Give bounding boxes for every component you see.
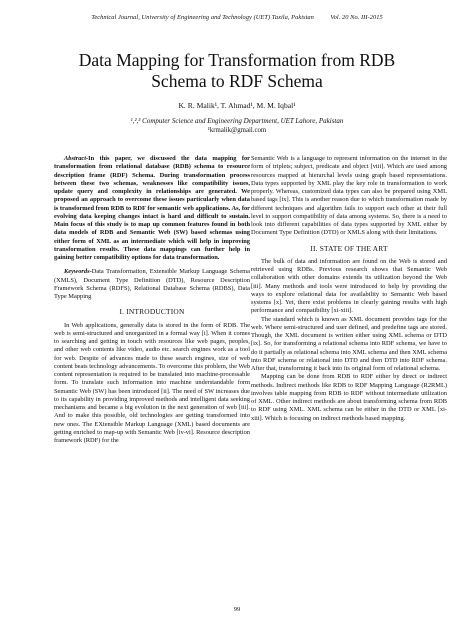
intro-continued-paragraph: Semantic Web is a language to represent information on the internet in the form of triplets; subject, predicate and object [viii]. Which are used among resources mapped at hierarchal levels using graph based representations. Data types supported by XML play the key role in transformation to work properly. Whereas, customized data types can also be prepared using XML based tags [ix]. This is another reason due to which transformation made by different techniques and algorithm fails to support each other at their full level to support compatibility of data among systems. So, there is a need to look into different capabilities of data types supported by XML either by Document Type Definition (DTD) or XMLS along with their limitations. (251, 155, 447, 237)
title-line-2: Schema to RDF Schema (151, 71, 323, 91)
sota-paragraph-3: Mapping can be done from RDB to RDF either by direct or indirect methods. Indirect methods like RDB to RDF Mapping Language (R2RML) involves table mapping from RDB to RDF without intermediate utilization of XML. Other indirect methods are about transforming schema from RDB to RDF using XML. XML schema can be either in the DTD or XML [xi-xiii]. Which is focusing on indirect methods based mapping. (251, 373, 447, 422)
keywords (54, 268, 250, 301)
keywords-text: Data Transformation, Extensible Markup Language Schema (XMLS), Document Type Definition (DTD), Resource Description Framework Schema (RDFS), Relational Database Schema (RDBS), Data Type Mapping (54, 268, 250, 300)
paper-title (40, 50, 434, 92)
page-number: 99 (233, 606, 241, 613)
section-heading-state-of-the-art: II. STATE OF THE ART (310, 243, 388, 253)
author-email: ¹krmalik@gmail.com (207, 127, 267, 134)
title-line-1: Data Mapping for Transformation from RDB (78, 50, 396, 70)
abstract-label: Abstract- (64, 155, 89, 162)
affiliation: ¹,²,³ Computer Science and Engineering Department, UET Lahore, Pakistan (130, 117, 344, 125)
sota-paragraph-1: The bulk of data and information are found on the Web is stored and retrieved using RDBs. Previous research shows that Semantic Web collaboration with other domains extends its utilization beyond the Web [iii]. Many methods and tools were introduced to help by providing the ways to explore relational data for availability to Semantic Web based systems [x]. Yet, there exist problems in clearly gaining results with high performance and compatibility [xi-xiii]. (251, 257, 447, 315)
sota-paragraph-2: The standard which is known as XML document provides tags for the web. Where semi-structured and user defined, and predefine tags are stored. Though, the XML document is written either using XML schema or DTD [ix]. So, for transforming a relational schema into RDF schema, we have to do it partially as relational schema into XML schema and then XML schema into RDF schema or relational into DTD and then DTD into RDF schema. After that, transforming it back into its original form of relational schema. (251, 315, 447, 372)
running-header: Technical Journal, University of Engineering and Technology (UET) Taxila, Pakistan Vol. 20 No. III-2015 (91, 14, 383, 21)
abstract (54, 155, 250, 262)
intro-paragraph: In Web applications, generally data is stored in the form of RDB. The web is semi-structured and unorganized in a formal way [i]. When it comes to searching and getting in touch with resources like web pages, peoples, and other web contents like video, audio etc. search engines work as a tool for web. Despite of advances made to these search engines, size of web content beats technology advancements. To overcome this problem, the Web content representation is required to be translated into machine-processable form. To translate such information into machine understandable form Semantic Web (SW) has been introduced [ii]. The need of SW increases due to its capability in providing improved methods and intelligent data seeking mechanisms and became a big evolution in the next generation of web [iii]. And to make this possible, old technologies are getting transformed into new ones. The EXtensible Markup Language (XML) based documents are getting enriched to map-up with Semantic Web [iv-vi]. Resource description framework (RDF) for the (54, 321, 250, 444)
keywords-label: Keywords- (64, 268, 92, 276)
right-column (251, 155, 447, 423)
section-heading-introduction: I. INTRODUCTION (119, 307, 185, 317)
abstract-text: In this paper, we discussed the data mapping for transformation from relational database (RDB) schema to resource description frame (RDF) Schema. During transformation process between these two schemas, weaknesses like compatibility issues, update query and complexity in relationships are generated. We proposed an approach to overcome these issues particularly when data is transformed from RDB to RDF for semantic web applications. As, for evolving data keeping changes intact is hard and difficult to sustain. Main focus of this study is to map up common features found in both data models of RDB and Semantic Web (SW) based schemas using either form of XML as an intermediate which will help in improving transformation results. These data mappings can further help in gaining better compatibility options for data transformation. (54, 155, 250, 261)
author-list: K. R. Malik¹, T. Ahmad¹, M. M. Iqbal¹ (178, 101, 296, 110)
left-column (54, 155, 250, 445)
